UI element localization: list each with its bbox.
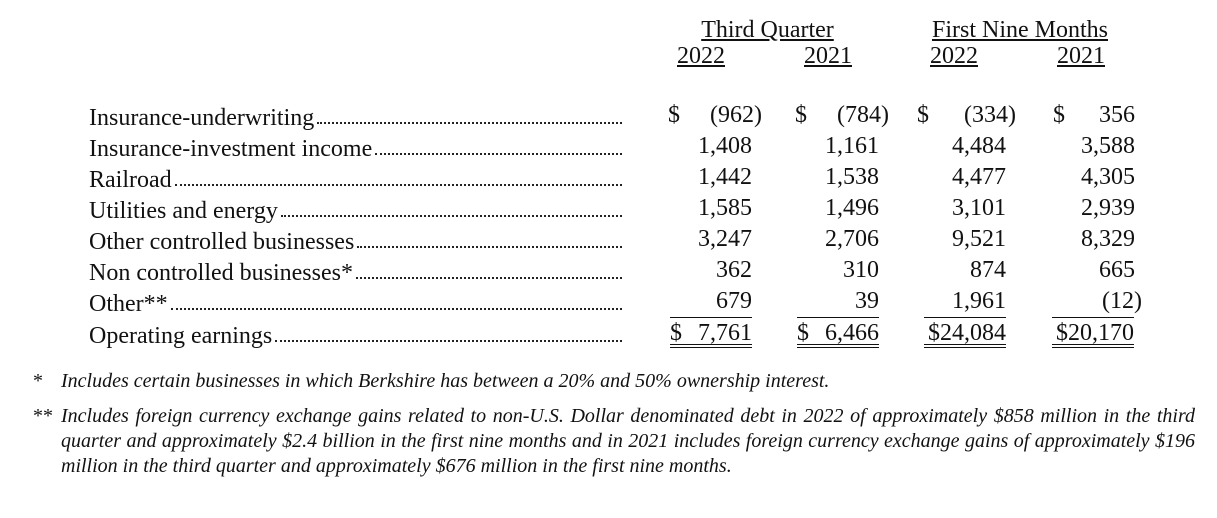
value-nm-2021: 665: [1099, 257, 1135, 283]
total-nm-2021: $20,170: [1056, 320, 1134, 346]
value-tq-2021: (784): [837, 102, 889, 128]
value-tq-2021: 39: [855, 288, 879, 314]
table-row-other: [0, 286, 1217, 317]
dot-leader: [356, 277, 622, 279]
row-label: Other controlled businesses: [89, 229, 355, 255]
value-tq-2021: 1,496: [825, 195, 879, 221]
table-row-operating-earnings: [0, 318, 1217, 349]
value-tq-2022: 362: [716, 257, 752, 283]
dot-leader: [375, 153, 622, 155]
value-tq-2022: 1,585: [698, 195, 752, 221]
header-third-quarter: Third Quarter: [701, 17, 834, 43]
value-tq-2021: 1,161: [825, 133, 879, 159]
value-nm-2021: 3,588: [1081, 133, 1135, 159]
total-tq-2021: $ 6,466: [797, 320, 879, 346]
value-nm-2022: 874: [970, 257, 1006, 283]
total-tq-2022: $ 7,761: [670, 320, 752, 346]
dot-leader: [171, 308, 622, 310]
footnote-text: Includes certain businesses in which Berkshire has between a 20% and 50% ownership interest.: [61, 370, 830, 392]
value-tq-2022: 1,442: [698, 164, 752, 190]
row-label: Operating earnings: [89, 323, 273, 349]
header-nm-2021: 2021: [1057, 43, 1105, 69]
value-nm-2021: 356: [1099, 102, 1135, 128]
table-row-insurance-investment-income: [0, 131, 1217, 162]
footnote-1: [0, 369, 1217, 395]
dot-leader: [281, 215, 622, 217]
row-label: Insurance-investment income: [89, 136, 373, 162]
header-tq-2021: 2021: [804, 43, 852, 69]
total-double-rule: [797, 344, 879, 348]
header-tq-2022: 2022: [677, 43, 725, 69]
value-nm-2022: 9,521: [952, 226, 1006, 252]
value-nm-2021: (12): [1102, 288, 1142, 314]
row-label: Non controlled businesses*: [89, 260, 353, 286]
header-nm-2022: 2022: [930, 43, 978, 69]
dollar-sign: $: [668, 102, 680, 128]
value-tq-2022: 679: [716, 288, 752, 314]
value-nm-2022: 4,484: [952, 133, 1006, 159]
value-tq-2022: 1,408: [698, 133, 752, 159]
dollar-sign: $: [917, 102, 929, 128]
table-row-utilities-and-energy: [0, 193, 1217, 224]
row-label: Other**: [89, 291, 168, 317]
footnote-mark: **: [33, 405, 53, 427]
table-row-insurance-underwriting: [0, 100, 1217, 131]
dollar-sign: $: [1053, 102, 1065, 128]
dot-leader: [175, 184, 622, 186]
total-double-rule: [1052, 344, 1134, 348]
footnote-2: [0, 404, 1217, 508]
table-row-other-controlled-businesses: [0, 224, 1217, 255]
table-row-railroad: [0, 162, 1217, 193]
value-nm-2022: 1,961: [952, 288, 1006, 314]
dollar-sign: $: [795, 102, 807, 128]
value-nm-2022: 4,477: [952, 164, 1006, 190]
dot-leader: [275, 340, 622, 342]
value-tq-2022: (962): [710, 102, 762, 128]
value-nm-2022: 3,101: [952, 195, 1006, 221]
value-tq-2021: 2,706: [825, 226, 879, 252]
value-nm-2021: 8,329: [1081, 226, 1135, 252]
total-nm-2022: $24,084: [928, 320, 1006, 346]
row-label: Railroad: [89, 167, 172, 193]
value-tq-2022: 3,247: [698, 226, 752, 252]
footnote-mark: *: [33, 370, 43, 392]
total-double-rule: [924, 344, 1006, 348]
value-nm-2021: 4,305: [1081, 164, 1135, 190]
footnote-text: Includes foreign currency exchange gains related to non-U.S. Dollar denominated debt in 2022 of approximately $858 million in the third quarter and approximately $2.4 billion in the first nine months and in 2021 includes foreign currency exchange gains of approximately $196 million in the third quarter and approximately $676 million in the first nine months.: [61, 405, 1195, 477]
value-nm-2022: (334): [964, 102, 1016, 128]
value-tq-2021: 1,538: [825, 164, 879, 190]
row-label: Utilities and energy: [89, 198, 278, 224]
dot-leader: [357, 246, 622, 248]
row-label: Insurance-underwriting: [89, 105, 315, 131]
table-row-non-controlled-businesses: [0, 255, 1217, 286]
value-nm-2021: 2,939: [1081, 195, 1135, 221]
total-double-rule: [670, 344, 752, 348]
header-first-nine-months: First Nine Months: [931, 17, 1108, 43]
dot-leader: [317, 122, 622, 124]
value-tq-2021: 310: [843, 257, 879, 283]
